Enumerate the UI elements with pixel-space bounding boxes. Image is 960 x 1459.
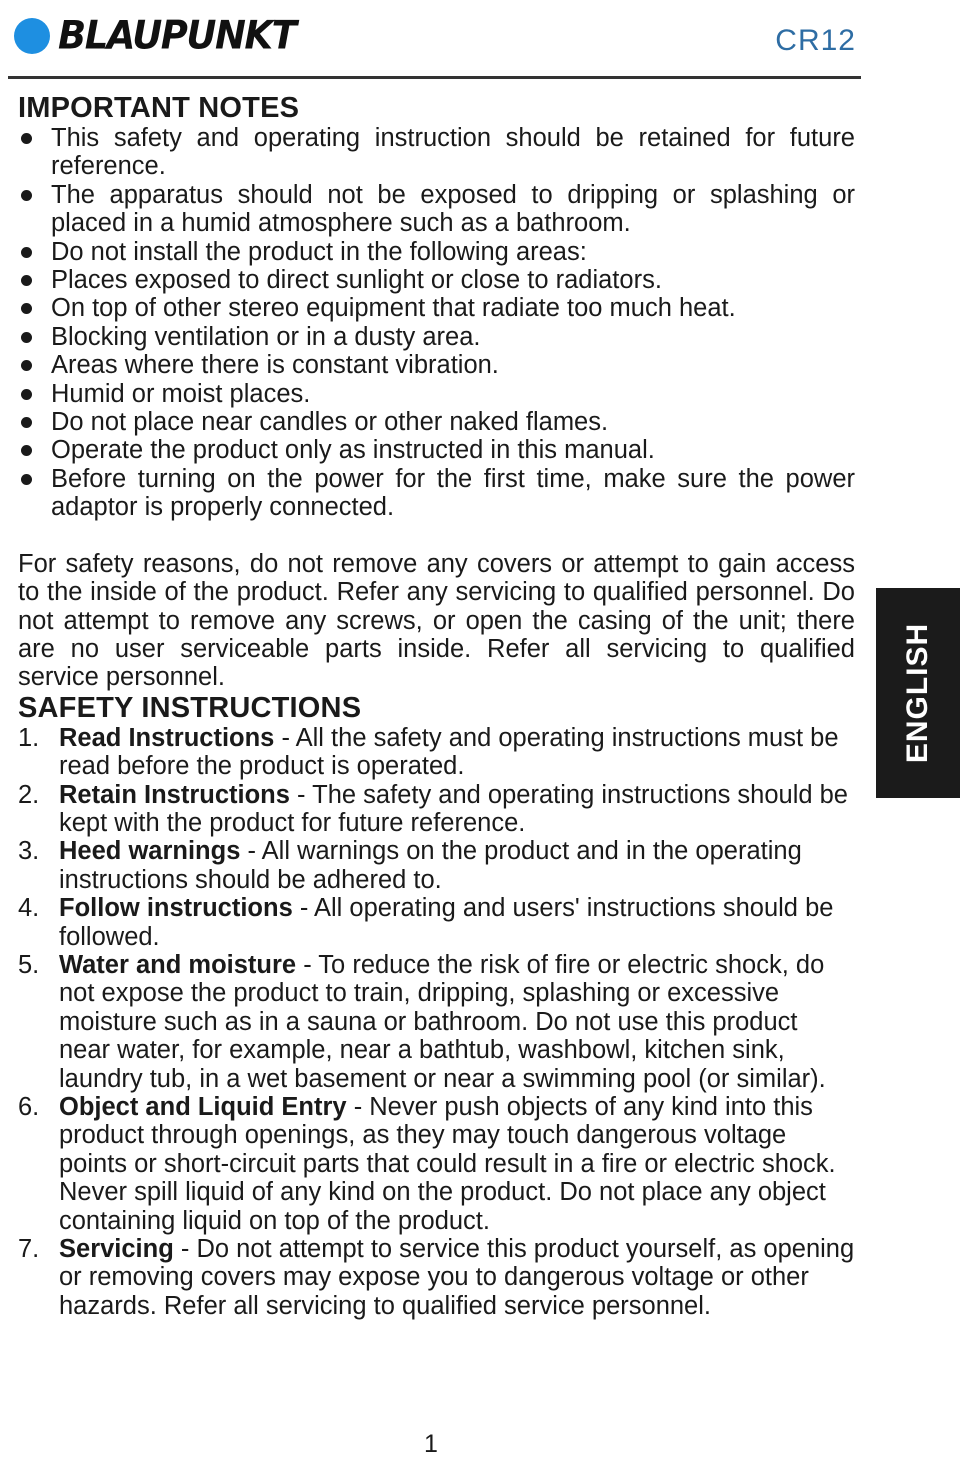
main-content xyxy=(18,92,855,1320)
language-tab-label: ENGLISH xyxy=(901,622,935,764)
list-item: 2. Retain Instructions - The safety and operating instructions should be kept with the product for future reference. xyxy=(18,780,848,837)
brand-logo xyxy=(14,12,296,59)
list-item: Places exposed to direct sunlight or close to radiators. xyxy=(18,266,855,294)
list-item: 3. Heed warnings - All warnings on the product and in the operating instructions should be adhered to. xyxy=(18,837,802,894)
bullet-icon xyxy=(21,332,32,343)
list-item: 1. Read Instructions - All the safety and operating instructions must be read before the product is operated. xyxy=(18,723,839,781)
model-number: CR12 xyxy=(775,24,856,57)
list-item: Areas where there is constant vibration. xyxy=(18,351,855,379)
language-tab xyxy=(876,588,960,798)
brand-name: BLAUPUNKT xyxy=(58,12,296,59)
list-item: 7. Servicing - Do not attempt to service this product yourself, as opening or removing covers may expose you to dangerous voltage or other hazards. Refer all servicing to qualified service personnel. xyxy=(18,1235,855,1320)
list-item: 4. Follow instructions - All operating and users' instructions should be followed. xyxy=(18,894,834,951)
list-item: Do not install the product in the following areas: xyxy=(18,238,855,266)
bullet-icon xyxy=(21,445,32,456)
list-item: Blocking ventilation or in a dusty area. xyxy=(18,323,855,351)
brand-dot-icon xyxy=(14,18,50,54)
page-number: 1 xyxy=(424,1430,438,1458)
list-item: Before turning on the power for the first time, make sure the power adaptor is properly connected. xyxy=(18,465,855,522)
bullet-icon xyxy=(21,417,32,428)
page-header xyxy=(0,0,960,80)
bullet-icon xyxy=(21,247,32,258)
list-item: 5. Water and moisture - To reduce the risk of fire or electric shock, do not expose the product to train, dripping, splashing or excessive moisture such as in a sauna or bathroom. Do not use this product near water, for example, near a bathtub, washbowl, kitchen sink, laundry tub, in a wet basement or near a swimming pool (or similar). xyxy=(18,950,826,1093)
bullet-icon xyxy=(21,303,32,314)
bullet-icon xyxy=(21,474,32,485)
important-notes-title: IMPORTANT NOTES xyxy=(18,92,300,124)
list-item: Do not place near candles or other naked flames. xyxy=(18,408,855,436)
bullet-icon xyxy=(21,190,32,201)
list-item: Operate the product only as instructed in this manual. xyxy=(18,436,855,464)
bullet-icon xyxy=(21,133,32,144)
bullet-icon xyxy=(21,360,32,371)
header-divider xyxy=(8,76,861,79)
list-item: The apparatus should not be exposed to dripping or splashing or placed in a humid atmosphere such as a bathroom. xyxy=(18,181,855,238)
safety-paragraph: For safety reasons, do not remove any covers or attempt to gain access to the inside of the product. Refer any servicing to qualified personnel. Do not attempt to remove any screws, or open the casing of the unit; there are no user serviceable parts inside. Refer all servicing to qualified service personnel. xyxy=(18,549,855,692)
list-item: 6. Object and Liquid Entry - Never push objects of any kind into this product through openings, as they may touch dangerous voltage points or short-circuit parts that could result in a fire or electric shock. Never spill liquid of any kind on the product. Do not place any object containing liquid on top of the product. xyxy=(18,1093,836,1235)
safety-instructions-title: SAFETY INSTRUCTIONS xyxy=(18,691,362,724)
bullet-icon xyxy=(21,389,32,400)
list-item: Humid or moist places. xyxy=(18,380,855,408)
list-item: On top of other stereo equipment that radiate too much heat. xyxy=(18,294,855,322)
safety-instructions-list xyxy=(18,724,855,1321)
bullet-icon xyxy=(21,275,32,286)
important-notes-list xyxy=(18,124,855,522)
list-item: This safety and operating instruction should be retained for future reference. xyxy=(18,124,855,181)
